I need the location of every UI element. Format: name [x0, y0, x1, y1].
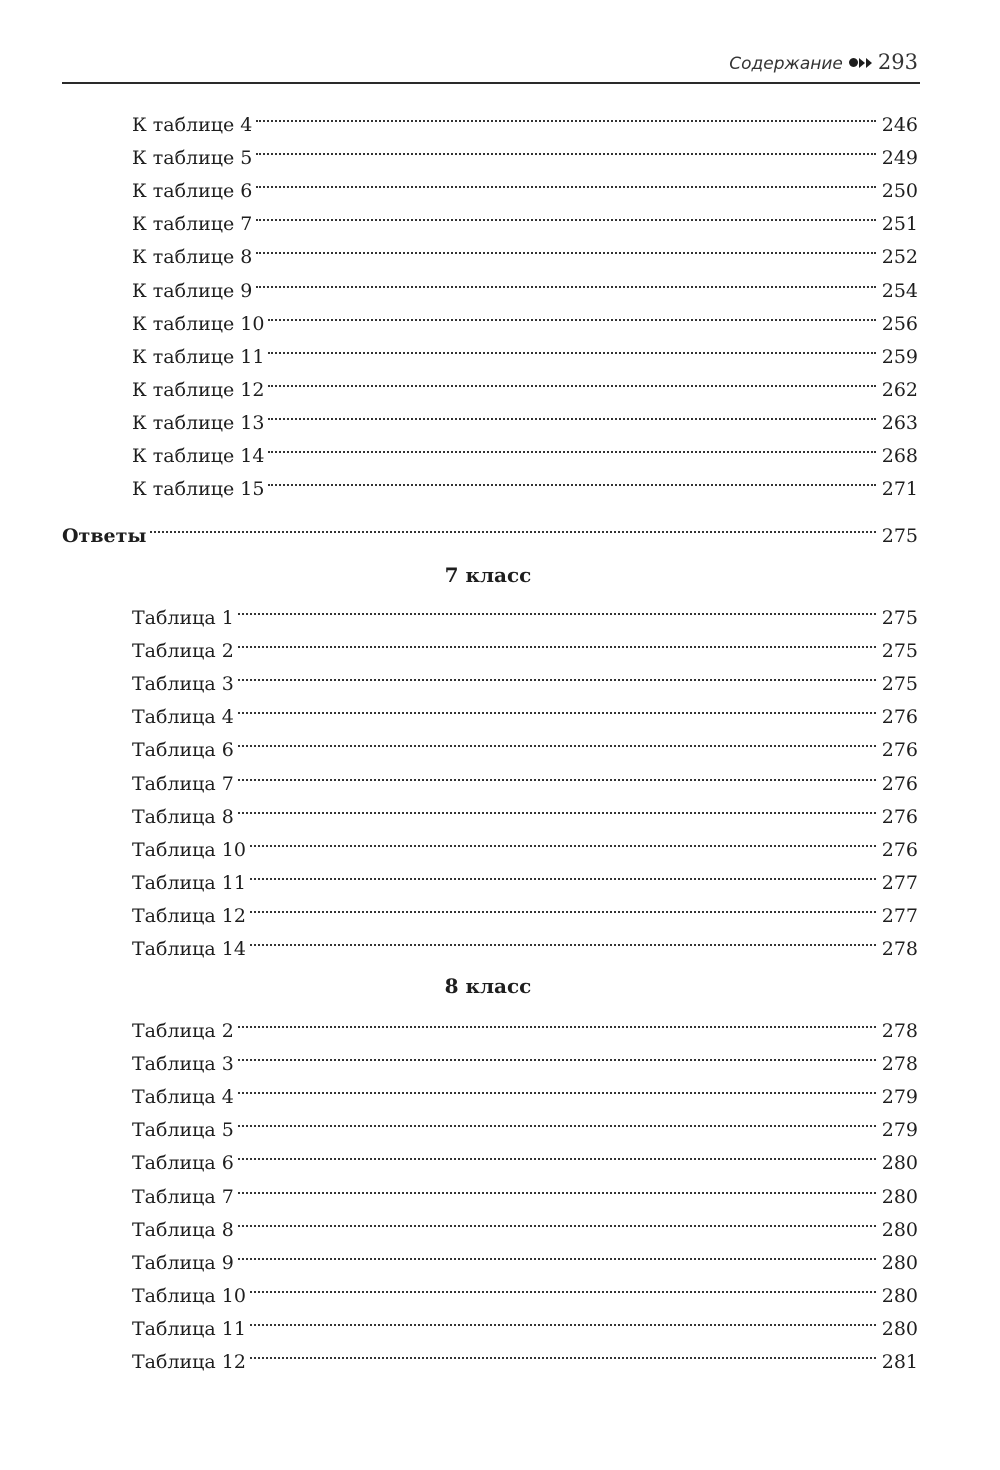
toc-entry-label: Таблица 4: [132, 706, 234, 729]
toc-entry[interactable]: [132, 1236, 918, 1274]
toc-entry-page: 277: [881, 904, 918, 927]
dot-leader: [248, 1269, 880, 1302]
toc-entry-page: 280: [881, 1284, 918, 1307]
toc-entry-label: Таблица 8: [132, 805, 234, 828]
dot-leader: [266, 429, 879, 462]
toc-entry-label: К таблице 8: [132, 246, 253, 269]
toc-entry[interactable]: [132, 1070, 918, 1109]
dot-leader: [248, 889, 880, 922]
toc-entry-page: 246: [881, 114, 918, 136]
toc-entry[interactable]: [132, 1302, 918, 1340]
dot-leader: [236, 1004, 880, 1037]
toc-entry-page: 275: [881, 673, 918, 696]
dot-leader: [236, 1203, 880, 1236]
toc-entry-label: Таблица 3: [132, 673, 234, 696]
toc-entry-label: Таблица 3: [132, 1053, 234, 1076]
dot-leader: [236, 757, 880, 790]
toc-entry-page: 275: [881, 525, 918, 547]
toc-entry[interactable]: [132, 1103, 918, 1142]
toc-entry-label: Таблица 11: [132, 871, 246, 894]
toc-entry[interactable]: [132, 197, 918, 236]
toc-entry-label: К таблице 11: [132, 345, 265, 368]
toc-entry[interactable]: [132, 657, 918, 696]
chevron-right-icon: [859, 58, 865, 68]
toc-entry-page: 278: [881, 1020, 918, 1042]
toc-entry-page: 271: [881, 478, 918, 501]
toc-entry-page: 276: [881, 706, 918, 729]
toc-entry[interactable]: [132, 1335, 918, 1373]
toc-entry[interactable]: [132, 757, 918, 795]
toc-entry[interactable]: [132, 922, 918, 960]
dot-leader: [254, 164, 879, 197]
toc-entry-page: 280: [881, 1317, 918, 1340]
page-number: 293: [877, 50, 918, 74]
dot-leader: [248, 823, 880, 856]
toc-entry-label: Таблица 2: [132, 640, 234, 663]
toc-entry[interactable]: [132, 889, 918, 927]
toc-entry-label: К таблице 14: [132, 445, 265, 467]
dot-leader: [248, 1335, 880, 1368]
toc-entry-label: К таблице 13: [132, 411, 265, 434]
dot-leader: [236, 1070, 880, 1103]
toc-entry[interactable]: [132, 363, 918, 401]
toc-entry[interactable]: [132, 98, 918, 136]
section-heading-grade-8: 8 класс: [444, 974, 532, 998]
toc-entry-label: Таблица 10: [132, 1284, 246, 1307]
toc-entry-label: Таблица 14: [132, 938, 246, 960]
toc-entry[interactable]: [132, 297, 918, 335]
toc-entry[interactable]: [132, 462, 918, 501]
toc-entry-label: Таблица 1: [132, 607, 234, 629]
toc-entry-page: 281: [881, 1351, 918, 1373]
dot-leader: [254, 264, 879, 297]
toc-entry-label: К таблице 10: [132, 312, 265, 335]
dot-leader: [236, 591, 880, 624]
toc-entry-label: К таблице 12: [132, 378, 265, 401]
toc-entry[interactable]: [132, 230, 918, 269]
dot-leader: [236, 1236, 880, 1269]
toc-entry-page: 276: [881, 805, 918, 828]
dot-leader: [236, 657, 880, 690]
toc-entry-page: 280: [881, 1152, 918, 1175]
toc-entry-label: Таблица 12: [132, 1351, 246, 1373]
running-header-content: [729, 50, 918, 74]
toc-entry-label: Таблица 10: [132, 838, 246, 861]
toc-entry-page: 268: [881, 445, 918, 467]
toc-entry-page: 280: [881, 1185, 918, 1208]
dot-leader: [236, 1170, 880, 1203]
toc-entry-page: 280: [881, 1218, 918, 1241]
toc-entry-label: К таблице 7: [132, 213, 253, 236]
dot-leader: [266, 330, 879, 363]
toc-entry[interactable]: [132, 429, 918, 467]
toc-entry-page: 276: [881, 772, 918, 795]
toc-entry-page: 275: [881, 607, 918, 629]
toc-entry-label: К таблице 15: [132, 478, 265, 501]
dot-leader: [254, 230, 879, 263]
toc-entry-page: 249: [881, 147, 918, 170]
toc-entry-page: 276: [881, 739, 918, 762]
dot-leader: [236, 790, 880, 823]
toc-entry-page: 250: [881, 180, 918, 203]
toc-entry-label: Ответы: [62, 525, 147, 547]
toc-entry-label: Таблица 7: [132, 1185, 234, 1208]
toc-entry-page: 254: [881, 279, 918, 302]
toc-entry[interactable]: [132, 1269, 918, 1307]
toc-entry-page: 277: [881, 871, 918, 894]
section-heading-grade-7: 7 класс: [444, 563, 532, 587]
toc-entry[interactable]: [132, 823, 918, 861]
toc-entry-label: Таблица 5: [132, 1119, 234, 1142]
toc-entry[interactable]: [132, 396, 918, 434]
toc-entry-page: 280: [881, 1251, 918, 1274]
toc-entry[interactable]: [132, 723, 918, 762]
toc-entry-page: 251: [881, 213, 918, 236]
toc-entry-page: 279: [881, 1086, 918, 1109]
toc-entry-page: 275: [881, 640, 918, 663]
dot-leader: [266, 363, 879, 396]
chevron-right-icon: [866, 58, 872, 68]
toc-entry-label: К таблице 4: [132, 114, 253, 136]
toc-entry-answers[interactable]: [62, 509, 918, 547]
toc-entry-label: Таблица 8: [132, 1218, 234, 1241]
dot-leader: [236, 1037, 880, 1070]
toc-entry-page: 278: [881, 938, 918, 960]
running-header: [62, 48, 920, 84]
toc-entry-label: К таблице 5: [132, 147, 253, 170]
dot-leader: [248, 922, 880, 955]
toc-entry[interactable]: [132, 1136, 918, 1175]
toc-entry[interactable]: [132, 624, 918, 663]
toc-entry[interactable]: [132, 1037, 918, 1076]
toc-entry-page: 278: [881, 1053, 918, 1076]
dot-leader: [254, 197, 879, 230]
toc-entry-page: 259: [881, 345, 918, 368]
toc-entry-label: К таблице 9: [132, 279, 253, 302]
bullet-dot-icon: [849, 58, 858, 67]
toc-entry-page: 279: [881, 1119, 918, 1142]
double-arrow-bullet-icon: [849, 58, 872, 68]
dot-leader: [248, 856, 880, 889]
dot-leader: [148, 509, 879, 542]
toc-entry-page: 262: [881, 378, 918, 401]
toc-entry[interactable]: [132, 1004, 918, 1042]
dot-leader: [236, 690, 880, 723]
dot-leader: [236, 1136, 880, 1169]
toc-entry-label: Таблица 9: [132, 1251, 234, 1274]
toc-entry-label: Таблица 2: [132, 1020, 234, 1042]
toc-entry[interactable]: [132, 330, 918, 368]
toc-entry[interactable]: [132, 131, 918, 170]
toc-entry-page: 276: [881, 838, 918, 861]
dot-leader: [266, 396, 879, 429]
dot-leader: [254, 98, 879, 131]
toc-entry[interactable]: [132, 591, 918, 629]
running-header-title: Содержание: [729, 54, 843, 74]
dot-leader: [266, 297, 879, 330]
toc-entry[interactable]: [132, 1170, 918, 1208]
toc-entry-label: Таблица 11: [132, 1317, 246, 1340]
dot-leader: [254, 131, 879, 164]
dot-leader: [236, 1103, 880, 1136]
toc-entry-label: Таблица 6: [132, 739, 234, 762]
toc-entry[interactable]: [132, 264, 918, 302]
toc-entry-page: 256: [881, 312, 918, 335]
toc-entry[interactable]: [132, 1203, 918, 1241]
dot-leader: [266, 462, 879, 495]
toc-entry-label: Таблица 12: [132, 904, 246, 927]
toc-entry[interactable]: [132, 164, 918, 203]
toc-entry-label: Таблица 6: [132, 1152, 234, 1175]
dot-leader: [248, 1302, 880, 1335]
toc-entry-label: Таблица 4: [132, 1086, 234, 1109]
toc-entry[interactable]: [132, 690, 918, 729]
toc-entry-page: 263: [881, 411, 918, 434]
toc-entry-label: К таблице 6: [132, 180, 253, 203]
toc-entry[interactable]: [132, 790, 918, 828]
dot-leader: [236, 723, 880, 756]
dot-leader: [236, 624, 880, 657]
toc-entry[interactable]: [132, 856, 918, 894]
toc-entry-page: 252: [881, 246, 918, 269]
toc-entry-label: Таблица 7: [132, 772, 234, 795]
